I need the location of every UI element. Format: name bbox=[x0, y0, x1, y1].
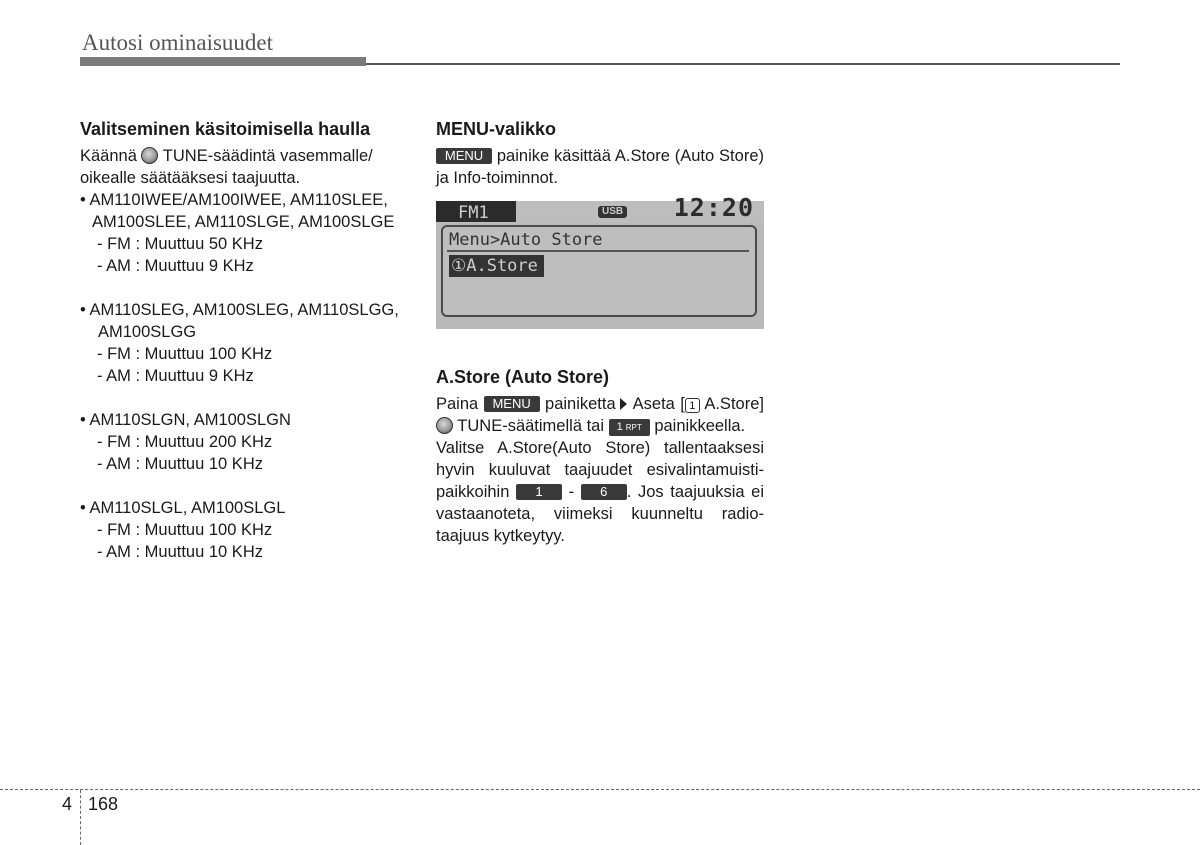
display-menu-path: Menu>Auto Store bbox=[449, 230, 603, 250]
model-group-1 bbox=[80, 189, 415, 277]
manual-search-heading: Valitseminen käsitoimisella haulla bbox=[80, 119, 371, 139]
number-one-icon: 1 bbox=[685, 398, 700, 413]
model-group-3 bbox=[80, 409, 415, 475]
fm-step: - FM : Muuttuu 50 KHz bbox=[97, 235, 263, 253]
tune-knob-icon bbox=[141, 147, 158, 164]
model-list: • AM110SLGL, AM100SLGL bbox=[80, 499, 286, 517]
footer-divider bbox=[80, 790, 81, 845]
fm-step: - FM : Muuttuu 100 KHz bbox=[97, 345, 273, 363]
am-step: - AM : Muuttuu 10 KHz bbox=[97, 455, 263, 473]
menu-key-icon: MENU bbox=[484, 396, 540, 412]
model-list: • AM110SLEG, AM100SLEG, AM110SLGG, AM100SLGG bbox=[80, 301, 399, 341]
astore-heading: A.Store (Auto Store) bbox=[436, 367, 609, 387]
display-clock: 12:20 bbox=[673, 193, 754, 222]
am-step: - AM : Muuttuu 9 KHz bbox=[97, 367, 254, 385]
left-column bbox=[80, 117, 415, 563]
preset-1-rpt-key-icon: 1 RPT bbox=[609, 419, 650, 436]
manual-search-intro: Käännä TUNE-säädintä vasemmalle/ oikealle säätääksesi taajuutta. bbox=[80, 147, 373, 187]
chapter-number: 4 bbox=[62, 794, 73, 814]
model-list: • AM110IWEE/AM100IWEE, AM110SLEE, AM100SLEE, AM110SLGE, AM100SLGE bbox=[80, 191, 395, 231]
menu-heading: MENU-valikko bbox=[436, 119, 557, 139]
radio-display bbox=[436, 193, 764, 329]
fm-step: - FM : Muuttuu 100 KHz bbox=[97, 521, 273, 539]
astore-step-2: Valitse A.Store(Auto Store) tallentaaksesi hyvin kuuluvat taajuudet esivalintamuisti- paikkoihin 1 - 6 . Jos taajuuksia ei vastaanoteta, viimeksi kuunneltu radio- taajuus kytkeytyy. bbox=[436, 439, 765, 545]
running-header: Autosi ominaisuudet bbox=[82, 30, 274, 55]
tune-knob-icon bbox=[436, 417, 453, 434]
preset-6-key-icon: 6 bbox=[581, 484, 627, 500]
model-list: • AM110SLGN, AM100SLGN bbox=[80, 411, 291, 429]
preset-1-key-icon: 1 bbox=[516, 484, 562, 500]
fm-step: - FM : Muuttuu 200 KHz bbox=[97, 433, 273, 451]
usb-icon: USB bbox=[598, 206, 627, 218]
display-band: FM1 bbox=[458, 203, 489, 223]
model-group-4 bbox=[80, 497, 415, 563]
menu-description: MENU painike käsittää A.Store (Auto Store) ja Info-toiminnot. bbox=[436, 147, 764, 187]
model-group-2 bbox=[80, 299, 415, 387]
header-rule-thick bbox=[80, 57, 366, 66]
page-number: 168 bbox=[88, 794, 119, 814]
menu-key-icon: MENU bbox=[436, 148, 492, 164]
right-column bbox=[436, 117, 764, 547]
astore-step-1: Paina MENU painiketta Aseta [ 1 A.Store] TUNE-säätimellä tai 1 RPT painikkeella. bbox=[436, 395, 764, 435]
arrow-right-icon bbox=[620, 398, 627, 410]
header-rule-thin bbox=[366, 63, 1120, 65]
display-screen bbox=[441, 225, 757, 317]
am-step: - AM : Muuttuu 10 KHz bbox=[97, 543, 263, 561]
am-step: - AM : Muuttuu 9 KHz bbox=[97, 257, 254, 275]
footer-rule bbox=[0, 789, 1200, 790]
display-selected-item: ①A.Store bbox=[449, 255, 544, 277]
